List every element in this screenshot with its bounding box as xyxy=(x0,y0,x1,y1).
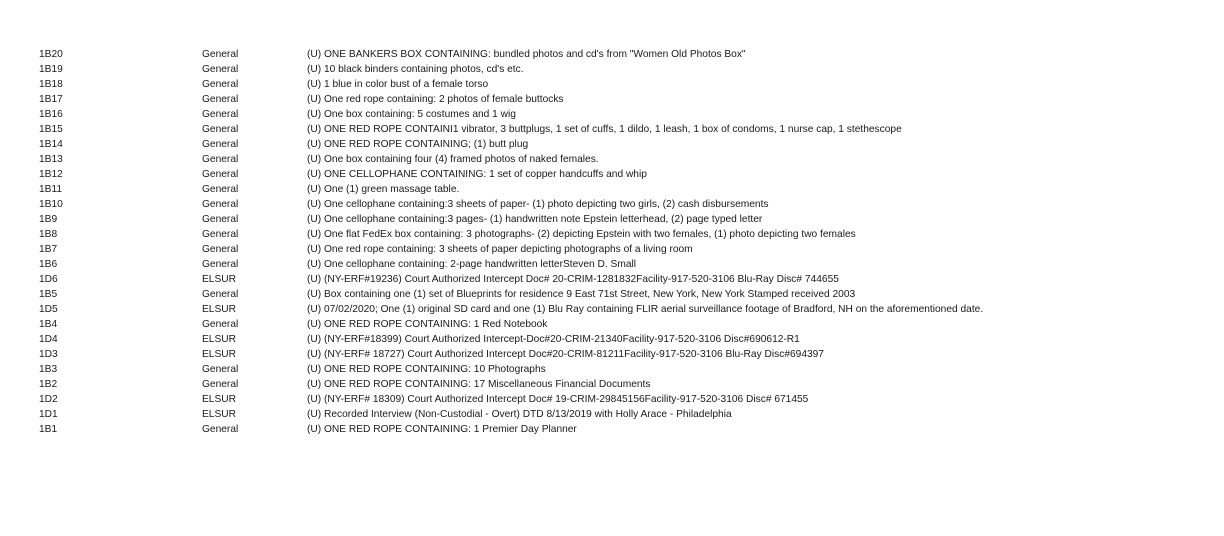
item-description: (U) 10 black binders containing photos, cd's etc. xyxy=(307,64,524,75)
item-id: 1B7 xyxy=(39,244,58,255)
item-id: 1D4 xyxy=(39,334,58,345)
table-row xyxy=(0,332,1224,347)
item-id: 1B4 xyxy=(39,319,58,330)
item-category: General xyxy=(202,229,239,240)
item-category: General xyxy=(202,364,239,375)
item-category: General xyxy=(202,94,239,105)
item-description: (U) ONE RED ROPE CONTAINING: 1 Premier Day Planner xyxy=(307,424,577,435)
item-category: ELSUR xyxy=(202,409,236,420)
item-description: (U) ONE RED ROPE CONTAINING: 1 Red Notebook xyxy=(307,319,548,330)
table-row xyxy=(0,212,1224,227)
table-row xyxy=(0,137,1224,152)
item-id: 1B6 xyxy=(39,259,58,270)
item-category: General xyxy=(202,64,239,75)
item-category: General xyxy=(202,319,239,330)
item-description: (U) ONE BANKERS BOX CONTAINING: bundled photos and cd's from "Women Old Photos Box" xyxy=(307,49,746,60)
table-row xyxy=(0,62,1224,77)
item-category: General xyxy=(202,199,239,210)
item-description: (U) One (1) green massage table. xyxy=(307,184,460,195)
table-row xyxy=(0,362,1224,377)
table-row xyxy=(0,272,1224,287)
item-category: General xyxy=(202,139,239,150)
table-row xyxy=(0,242,1224,257)
item-id: 1B17 xyxy=(39,94,63,105)
table-row xyxy=(0,152,1224,167)
item-category: ELSUR xyxy=(202,304,236,315)
item-id: 1B8 xyxy=(39,229,58,240)
item-description: (U) 07/02/2020; One (1) original SD card and one (1) Blu Ray containing FLIR aerial surveillance footage of Bradford, NH on the aforementioned date. xyxy=(307,304,984,315)
table-row xyxy=(0,392,1224,407)
table-row xyxy=(0,347,1224,362)
table-row xyxy=(0,407,1224,422)
item-id: 1B15 xyxy=(39,124,63,135)
item-category: General xyxy=(202,184,239,195)
item-category: General xyxy=(202,154,239,165)
item-category: General xyxy=(202,424,239,435)
table-row xyxy=(0,77,1224,92)
table-row xyxy=(0,227,1224,242)
item-category: General xyxy=(202,379,239,390)
item-description: (U) One cellophane containing:3 pages- (1) handwritten note Epstein letterhead, (2) page typed letter xyxy=(307,214,763,225)
table-row xyxy=(0,167,1224,182)
table-row xyxy=(0,182,1224,197)
item-description: (U) One box containing: 5 costumes and 1 wig xyxy=(307,109,516,120)
item-id: 1D2 xyxy=(39,394,58,405)
item-id: 1D1 xyxy=(39,409,58,420)
item-id: 1D5 xyxy=(39,304,58,315)
item-category: ELSUR xyxy=(202,274,236,285)
item-category: General xyxy=(202,124,239,135)
item-description: (U) ONE CELLOPHANE CONTAINING: 1 set of copper handcuffs and whip xyxy=(307,169,647,180)
item-id: 1B18 xyxy=(39,79,63,90)
item-description: (U) 1 blue in color bust of a female torso xyxy=(307,79,489,90)
item-id: 1B9 xyxy=(39,214,58,225)
item-description: (U) (NY-ERF#18399) Court Authorized Intercept-Doc#20-CRIM-21340Facility-917-520-3106 Disc#690612-R1 xyxy=(307,334,800,345)
item-description: (U) Recorded Interview (Non-Custodial - Overt) DTD 8/13/2019 with Holly Arace - Philadelphia xyxy=(307,409,732,420)
item-id: 1B3 xyxy=(39,364,58,375)
item-description: (U) (NY-ERF#19236) Court Authorized Intercept Doc# 20-CRIM-1281832Facility-917-520-3106 Blu-Ray Disc# 744655 xyxy=(307,274,839,285)
item-id: 1D6 xyxy=(39,274,58,285)
item-category: General xyxy=(202,289,239,300)
item-description: (U) (NY-ERF# 18727) Court Authorized Intercept Doc#20-CRIM-81211Facility-917-520-3106 Blu-Ray Disc#694397 xyxy=(307,349,824,360)
item-id: 1B10 xyxy=(39,199,63,210)
item-id: 1B16 xyxy=(39,109,63,120)
item-category: ELSUR xyxy=(202,334,236,345)
item-category: General xyxy=(202,214,239,225)
item-category: ELSUR xyxy=(202,349,236,360)
item-id: 1B20 xyxy=(39,49,63,60)
item-id: 1B13 xyxy=(39,154,63,165)
item-id: 1B14 xyxy=(39,139,63,150)
table-row xyxy=(0,302,1224,317)
table-row xyxy=(0,92,1224,107)
item-description: (U) Box containing one (1) set of Blueprints for residence 9 East 71st Street, New York, New York Stamped received 2003 xyxy=(307,289,856,300)
item-id: 1B2 xyxy=(39,379,58,390)
table-row xyxy=(0,47,1224,62)
item-id: 1B19 xyxy=(39,64,63,75)
item-category: General xyxy=(202,169,239,180)
table-row xyxy=(0,107,1224,122)
table-row xyxy=(0,122,1224,137)
item-category: General xyxy=(202,79,239,90)
evidence-list xyxy=(0,47,1224,437)
item-category: General xyxy=(202,109,239,120)
item-category: General xyxy=(202,244,239,255)
item-id: 1B11 xyxy=(39,184,63,195)
item-id: 1B12 xyxy=(39,169,63,180)
table-row xyxy=(0,422,1224,437)
item-category: ELSUR xyxy=(202,394,236,405)
item-description: (U) ONE RED ROPE CONTAINING; (1) butt plug xyxy=(307,139,529,150)
item-description: (U) ONE RED ROPE CONTAINING: 10 Photographs xyxy=(307,364,546,375)
item-category: General xyxy=(202,49,239,60)
item-description: (U) One box containing four (4) framed photos of naked females. xyxy=(307,154,599,165)
item-description: (U) ONE RED ROPE CONTAINI1 vibrator, 3 buttplugs, 1 set of cuffs, 1 dildo, 1 leash, 1 box of condoms, 1 nurse cap, 1 stethescope xyxy=(307,124,902,135)
item-description: (U) One cellophane containing: 2-page handwritten letterSteven D. Small xyxy=(307,259,637,270)
item-description: (U) One cellophane containing:3 sheets of paper- (1) photo depicting two girls, (2) cash disbursements xyxy=(307,199,769,210)
table-row xyxy=(0,317,1224,332)
item-id: 1B5 xyxy=(39,289,58,300)
item-description: (U) One red rope containing: 2 photos of female buttocks xyxy=(307,94,564,105)
table-row xyxy=(0,197,1224,212)
item-id: 1D3 xyxy=(39,349,58,360)
item-category: General xyxy=(202,259,239,270)
item-description: (U) One flat FedEx box containing: 3 photographs- (2) depicting Epstein with two females, (1) photo depicting two females xyxy=(307,229,856,240)
table-row xyxy=(0,257,1224,272)
item-description: (U) (NY-ERF# 18309) Court Authorized Intercept Doc# 19-CRIM-29845156Facility-917-520-3106 Disc# 671455 xyxy=(307,394,809,405)
item-description: (U) ONE RED ROPE CONTAINING: 17 Miscellaneous Financial Documents xyxy=(307,379,651,390)
item-description: (U) One red rope containing: 3 sheets of paper depicting photographs of a living room xyxy=(307,244,693,255)
table-row xyxy=(0,287,1224,302)
item-id: 1B1 xyxy=(39,424,58,435)
table-row xyxy=(0,377,1224,392)
